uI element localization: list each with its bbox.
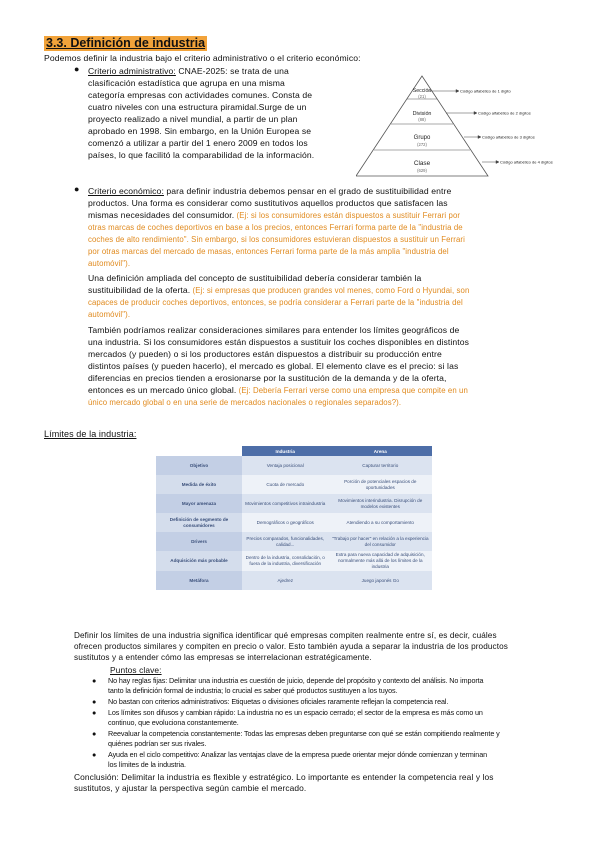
column-header: Industria (242, 446, 329, 456)
level-code: (629) (417, 168, 427, 173)
geographic-limits-paragraph: También podríamos realizar consideraciones similares para entender los límites geográficos de una industria. Si los consumidores están dispuestos a sustituir los coches disponibles en distintos mercados (y pueden) o si los productores están dispuestos a distribuir su producción entre distintos países (y pueden hacerlo), el mercado es global. El elemento clave es el precio: si las diferencias en precios tienden a erosionarse por la sustitución de la demanda y de la oferta, entonces es un mercado único global. (Ej: Debería Ferrari verse como una empresa que compite en un único mercado global o en una serie de mercados nacionales o regionales separados?). (88, 325, 470, 407)
bullet-icon: ● (92, 708, 97, 717)
key-point-item: No bastan con criterios administrativos: Etiquetas o divisiones oficiales raramente reflejan la competencia real. (108, 697, 449, 706)
table-row: Drivers Precios comparados, funcionalidades, calidad... "Trabajo por hacer" en relación a la experiencia del consumidor (156, 532, 432, 551)
level-name: Grupo (413, 135, 431, 141)
limits-paragraph: Definir los límites de una industria significa identificar qué empresas compiten realmente entre sí, es decir, cuáles ofrecen productos similares y compiten en precio o valor. Esto también ayuda a separar la industria de los productos sustitutos y a entender cómo las empresas se interrelacionan estratégicamente. (74, 631, 508, 662)
level-name: Sección (412, 88, 432, 94)
table-row: Mayor amenaza Movimientos competitivos intraindustria Movimientos interindustria. Disrupción de modelos existentes (156, 494, 432, 513)
limits-heading: Límites de la industria: (44, 429, 137, 439)
bullet-icon: ● (74, 64, 80, 74)
bullet-icon: ● (92, 697, 97, 706)
key-point-item: No hay reglas fijas: Delimitar una industria es cuestión de juicio, depende del propósito y contexto del análisis. No importa tanto la definición formal de industria; lo crucial es saber qué productos sustituyen a los tuyos. (108, 676, 484, 695)
level-code: (88) (418, 117, 426, 122)
extended-definition-paragraph: Una definición ampliada del concepto de sustituibilidad debería considerar también la sustituibilidad de la oferta. (Ej: si empresas que producen grandes vol menes, como Ford o Hyundai, son capaces de producir coches deportivos, entonces, se podría considerar a Ferrari parte de la "industria del automóvil"). (88, 273, 470, 319)
level-code: (272) (417, 142, 427, 147)
intro-text: Podemos definir la industria bajo el criterio administrativo o el criterio económico: (44, 53, 361, 63)
key-points-heading: Puntos clave: (110, 665, 162, 675)
admin-paragraph: Criterio administrativo: CNAE-2025: se trata de una clasificación estadística que agrupa en una misma categoría empresas con actividades comunes. Consta de cuatro niveles con una estructura piramidal.Surge de un proyecto realizado a nivel mundial, a partir de un plan aprobado en 1998. Sin embargo, en la Unión Europea se comenzó a utilizar a partir del 1 enero 2009 en todos los países, lo que facilitó la comparabilidad de la información. (88, 66, 315, 160)
key-point-item: Reevaluar la competencia constantemente: Todas las empresas deben preguntarse con qué se están compitiendo realmente y quiénes podrían ser sus rivales. (108, 729, 500, 748)
level-desc: Código alfabético de 1 dígito (460, 88, 511, 94)
key-point-item: Ayuda en el ciclo competitivo: Analizar las ventajas clave de la empresa puede orientar mejor dónde comienzan y terminan los límites de la industria. (108, 750, 488, 769)
bullet-icon: ● (74, 184, 80, 194)
table-header-row (156, 446, 432, 456)
table-row: Definición de segmento de consumidores Demográficos o geográficos Atendiendo a su comportamiento (156, 513, 432, 532)
level-name: Clase (413, 160, 431, 167)
econ-paragraph: Criterio económico: para definir industria debemos pensar en el grado de sustituibilidad entre productos. Una forma es considerar como sustitutivos aquellos productos que satisfacen las mismas necesidades del consumidor. (Ej: si los consumidores están dispuestos a sustituir Ferrari por otras marcas de coches deportivos en base a los precios, entonces Ferrari forma parte de la "industria de coches de alto rendimiento". Sin embargo, si los consumidores estuvieran dispuestos a sustituir un Ferrari por otras marcas del mercado de masas, entonces Ferrari forma parte de la más amplia "industria del automóvil"). (88, 186, 465, 268)
econ-label: Criterio económico: (88, 186, 164, 196)
level-desc: Código alfabético de 4 dígitos (500, 159, 553, 165)
bullet-icon: ● (92, 750, 97, 759)
level-name: División (412, 111, 432, 117)
admin-label: Criterio administrativo: (88, 66, 176, 76)
cnae-pyramid-diagram (356, 74, 592, 178)
table-row: Adquisición más probable Dentro de la industria, consolidación, o fuera de la industria, diversificación Extra para nueva capacidad de adquisición, normalmente más allá de los límites de la industria (156, 551, 432, 571)
industry-vs-arena-table (156, 446, 432, 590)
bullet-icon: ● (92, 676, 97, 685)
table-row: Metáfora Ajedrez Juego japonés Go (156, 571, 432, 590)
key-point-item: Los límites son difusos y cambian rápido: La industria no es un espacio cerrado; el sector de la empresa es más como un continuo, que evoluciona constantemente. (108, 708, 483, 727)
level-code: (21) (418, 94, 426, 99)
level-desc: Código alfabético de 2 dígitos (478, 110, 531, 116)
table-row: Medida de éxito Cuota de mercado Porción de potenciales espacios de oportunidades (156, 475, 432, 494)
level-desc: Código alfabético de 3 dígitos (482, 134, 535, 140)
section-title: 3.3. Definición de industria (46, 36, 206, 50)
table-row: Objetivo Ventaja posicional Capturar territorio (156, 456, 432, 475)
conclusion-paragraph: Conclusión: Delimitar la industria es flexible y estratégico. Lo importante es entender la competencia real y los sustitutos, y ajustar la perspectiva según cambie el mercado. (74, 772, 494, 793)
column-header: Arena (329, 446, 433, 456)
bullet-icon: ● (92, 729, 97, 738)
